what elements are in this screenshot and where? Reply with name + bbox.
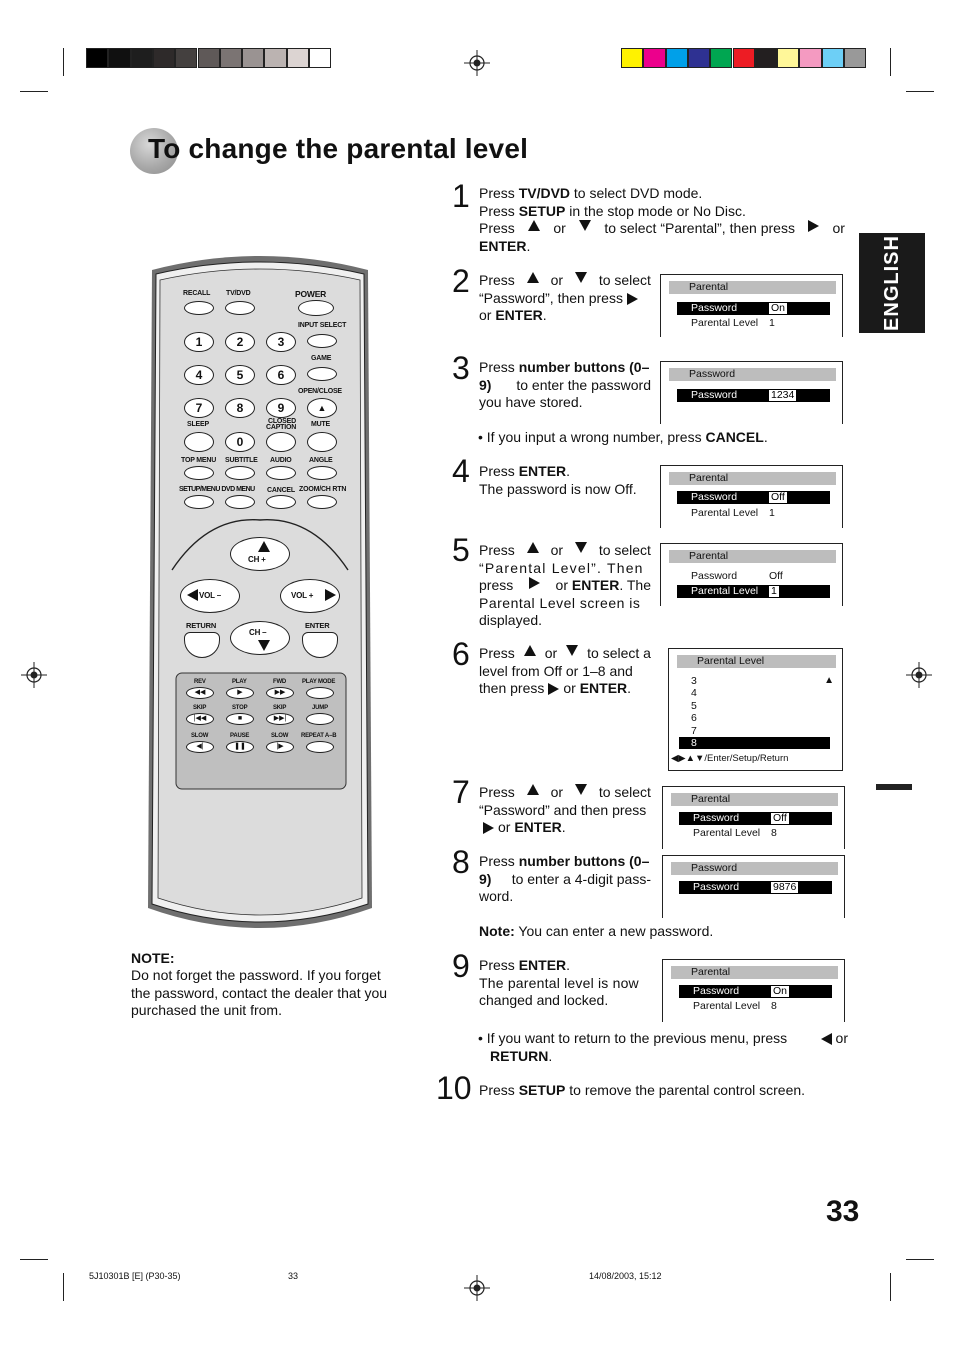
slow-reverse-icon: ◀| [196,743,204,750]
cancel-button[interactable] [266,495,296,509]
remote-label: POWER [295,289,327,299]
remote-label: CH + [248,555,266,564]
dvd-menu-button[interactable] [225,495,255,509]
remote-label: PAUSE [230,733,250,739]
fast-forward-icon: ▶▶ [274,689,286,696]
mute-button[interactable] [307,432,337,452]
right-arrow-icon [529,577,540,589]
rev-button[interactable] [186,687,214,699]
footer-timestamp: 14/08/2003, 15:12 [589,1271,662,1281]
remote-label: ENTER [305,621,330,630]
remote-label: SETUP/MENU DVD MENU [179,486,255,493]
color-swatch [86,48,108,68]
remote-label: CANCEL [267,487,295,494]
remote-label: CH – [249,628,267,637]
digit-4-button[interactable]: 4 [184,365,214,385]
pause-button[interactable] [226,741,254,753]
remote-label: SUBTITLE [225,457,258,464]
zoom-ch-rtn-button[interactable] [307,495,337,509]
color-swatch [799,48,821,68]
osd-header: Parental Level [677,655,836,668]
color-swatch [309,48,331,68]
osd-row-password: Password On [677,302,830,315]
remote-label: REV [194,679,206,685]
audio-button[interactable] [266,466,296,480]
right-arrow-icon [808,220,819,232]
up-arrow-icon [528,220,540,231]
angle-button[interactable] [307,466,337,480]
setup-menu-button[interactable] [184,495,214,509]
color-swatch [733,48,755,68]
osd-row-password: Password Off [691,570,783,582]
footer-page: 33 [288,1271,299,1281]
sleep-button[interactable] [184,432,214,452]
jump-button[interactable] [306,713,334,725]
remote-label: ANGLE [309,457,333,464]
step-number: 9 [452,948,470,984]
color-swatch [131,48,153,68]
down-arrow-icon [575,272,587,283]
step-9-bullet: • If you want to return to the previous menu, press or RETURN. [478,1030,848,1064]
remote-label: CLOSED [268,418,296,425]
osd-parental-screen [660,274,843,337]
remote-label: SLOW [191,733,209,739]
repeat-ab-button[interactable] [306,741,334,753]
note-body: Do not forget the password. If you forget the password, contact the dealer that you purchased the unit from. [131,967,388,1018]
registration-mark-icon [21,662,47,688]
color-swatch [264,48,286,68]
osd-row-password: Password Off [679,812,832,825]
digit-3-button[interactable]: 3 [266,332,296,352]
osd-row-parental-level: Parental Level 1 [691,317,775,329]
recall-button[interactable] [184,301,214,315]
remote-label: TV/DVD [226,290,251,297]
tv-dvd-button[interactable] [225,301,255,315]
osd-row-password: Password 9876 [679,881,832,894]
digit-5-button[interactable]: 5 [225,365,255,385]
step-number: 3 [452,350,470,386]
input-select-button[interactable] [307,334,337,348]
osd-header: Parental [669,281,836,294]
osd-header: Parental [669,550,836,563]
step-8-text: Press number buttons (0– 9) to enter a 4-digit pass- word. [479,853,651,904]
remote-label: REPEAT A–B [301,733,337,739]
step-number: 5 [452,532,470,568]
stop-icon: ■ [237,715,243,722]
color-swatch [287,48,309,68]
digit-2-button[interactable]: 2 [225,332,255,352]
note-title: NOTE: [131,950,175,966]
osd-header: Parental [671,793,838,806]
step-10-text: Press SETUP to remove the parental control screen. [479,1082,806,1098]
osd-level-item: 3 [691,675,697,687]
osd-parental-screen [660,543,843,606]
remote-label: PLAY MODE [302,679,336,685]
step-number: 6 [452,636,470,672]
crop-mark [906,91,934,92]
color-swatch [175,48,197,68]
osd-header: Password [669,368,836,381]
digit-6-button[interactable]: 6 [266,365,296,385]
down-arrow-icon [575,784,587,795]
remote-label: SLOW [271,733,289,739]
osd-nav-hint: ◀▶▲▼/Enter/Setup/Return [671,753,789,764]
subtitle-button[interactable] [225,466,255,480]
crop-mark [20,1259,48,1260]
play-icon: ▶ [237,689,243,696]
step-2-text: Press or to select “Password”, then press or ENTER. [479,272,651,323]
osd-row-password: Password Off [677,491,830,504]
up-arrow-icon [258,541,270,552]
left-arrow-icon [187,589,198,601]
digit-1-button[interactable]: 1 [184,332,214,352]
color-swatch [666,48,688,68]
ch-minus-button[interactable] [230,621,290,655]
stop-button[interactable] [226,713,254,725]
osd-parental-screen [662,959,845,1022]
osd-header: Parental [671,966,838,979]
digit-0-button[interactable]: 0 [225,432,255,452]
color-swatch [755,48,777,68]
step-6-text: Press or to select a level from Off or 1–8 and then press or ENTER. [479,645,651,696]
osd-level-item: 5 [691,700,697,712]
osd-level-item: 4 [691,687,697,699]
remote-label: SKIP [193,705,207,711]
digit-7-button[interactable]: 7 [184,398,214,418]
osd-row-password: Password 1234 [677,389,830,402]
osd-row-password: Password On [679,985,832,998]
osd-row-parental-level: Parental Level 8 [693,1000,777,1012]
color-swatch [153,48,175,68]
up-arrow-icon [527,784,539,795]
color-swatch [822,48,844,68]
digit-9-button[interactable]: 9 [266,398,296,418]
right-arrow-icon [483,822,494,834]
remote-label: SKIP [273,705,287,711]
right-arrow-icon [627,293,638,305]
osd-parental-screen [660,465,843,528]
color-swatch [108,48,130,68]
page-number: 33 [826,1195,860,1228]
game-button[interactable] [307,367,337,381]
rewind-icon: ◀◀ [194,689,206,696]
slow-forward-button[interactable] [266,741,294,753]
skip-forward-icon: ▶▶| [273,715,287,722]
pause-icon: ❚❚ [234,743,246,750]
step-number: 4 [452,453,470,489]
up-arrow-icon [527,272,539,283]
play-mode-button[interactable] [306,687,334,699]
vol-minus-button[interactable] [180,579,240,613]
slow-reverse-button[interactable] [186,741,214,753]
skip-forward-button[interactable] [266,713,294,725]
remote-label: FWD [273,679,287,685]
crop-mark [20,91,48,92]
skip-back-button[interactable] [186,713,214,725]
right-arrow-icon [325,589,336,601]
down-arrow-icon [579,220,591,231]
remote-label: JUMP [312,705,328,711]
step-3-bullet: • If you input a wrong number, press CANCEL. [478,429,768,445]
top-menu-button[interactable] [184,466,214,480]
down-arrow-icon [258,640,270,651]
osd-level-item: 6 [691,712,697,724]
step-number: 10 [436,1070,472,1106]
fwd-button[interactable] [266,687,294,699]
remote-label: OPEN/CLOSE [298,388,342,395]
remote-label: MUTE [311,421,331,428]
osd-parental-level-screen [668,648,843,771]
remote-label: SLEEP [187,421,209,428]
color-swatch [242,48,264,68]
osd-header: Password [671,862,838,875]
language-tab-label: ENGLISH [880,235,903,331]
color-swatch [621,48,643,68]
remote-label: TOP MENU [181,457,217,464]
eject-icon: ▲ [317,403,327,413]
color-swatch [643,48,665,68]
step-1-text: Press TV/DVD to select DVD mode. Press SETUP in the stop mode or No Disc. Press or to select “Parental”, then press or ENTER. [479,185,845,254]
registration-mark-icon [464,1275,490,1301]
registration-mark-icon [464,50,490,76]
registration-mark-icon [906,662,932,688]
osd-password-screen [662,855,845,918]
osd-password-screen [660,361,843,424]
step-number: 2 [452,263,470,299]
remote-label: PLAY [232,679,247,685]
digit-8-button[interactable]: 8 [225,398,255,418]
osd-level-item-selected: 8 [679,737,830,749]
remote-label: RECALL [183,290,211,297]
step-7-text: Press or to select “Password” and then press or ENTER. [479,784,651,835]
crop-mark [63,1273,64,1301]
step-5-text: Press or to select “Parental Level”. Then press or ENTER. The Parental Level screen is displayed. [479,542,651,628]
open-close-button[interactable] [307,398,337,418]
up-arrow-icon [527,542,539,553]
up-arrow-icon [524,645,536,656]
remote-label: GAME [311,355,332,362]
section-marker [876,784,912,790]
remote-label: VOL + [291,591,314,600]
step-3-text: Press number buttons (0– 9) to enter the password you have stored. [479,359,651,410]
color-swatch [777,48,799,68]
remote-label: STOP [232,705,248,711]
nav-arrows-icon: ◀▶▲▼ [671,753,705,764]
remote-label: INPUT SELECT [298,322,347,329]
remote-label: CAPTION [266,424,297,431]
color-swatch [688,48,710,68]
osd-level-item: 7 [691,725,697,737]
play-button[interactable] [226,687,254,699]
remote-label: RETURN [186,621,217,630]
vol-plus-button[interactable] [280,579,340,613]
step-8-note: Note: You can enter a new password. [479,923,714,939]
skip-back-icon: |◀◀ [193,715,207,722]
step-4-text: Press ENTER. The password is now Off. [479,463,637,497]
step-number: 8 [452,844,470,880]
remote-label: ZOOM/CH RTN [299,486,347,493]
osd-parental-screen [662,786,845,849]
osd-row-parental-level: Parental Level 1 [691,507,775,519]
crop-mark [890,48,891,76]
down-arrow-icon [575,542,587,553]
footer-job-code: 5J10301B [E] (P30-35) [89,1271,181,1281]
power-button[interactable] [298,300,334,316]
crop-mark [63,48,64,76]
language-tab [859,233,925,333]
left-arrow-icon [821,1033,832,1045]
color-swatch [220,48,242,68]
right-arrow-icon [548,683,559,695]
step-number: 7 [452,774,470,810]
step-number: 1 [452,178,470,214]
osd-row-parental-level: Parental Level 8 [693,827,777,839]
color-swatch [198,48,220,68]
down-arrow-icon [566,645,578,656]
page-title: To change the parental level [148,133,529,164]
step-9-text: Press ENTER. The parental level is now changed and locked. [479,957,639,1008]
crop-mark [890,1273,891,1301]
closed-caption-button[interactable] [266,432,296,452]
ch-plus-button[interactable] [230,537,290,571]
color-swatch [844,48,866,68]
osd-row-parental-level: Parental Level 1 [677,585,830,598]
remote-label: VOL – [199,591,221,600]
color-swatch [710,48,732,68]
osd-header: Parental [669,472,836,485]
slow-forward-icon: |▶ [276,743,284,750]
scroll-up-icon: ▲ [824,675,834,686]
crop-mark [906,1259,934,1260]
remote-label: AUDIO [270,457,292,464]
